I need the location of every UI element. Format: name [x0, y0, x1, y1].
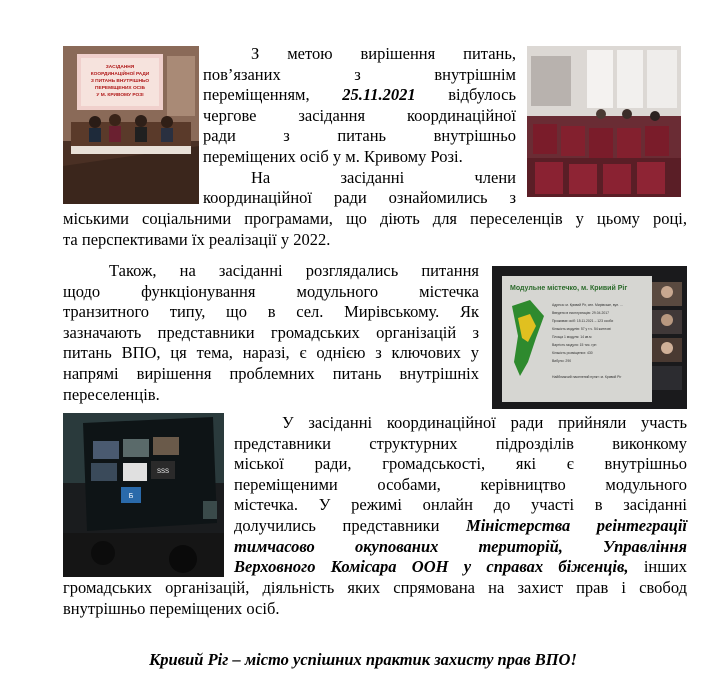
- p3-line-8: Верховного Комісара ООН у справах біженців, інших: [234, 557, 688, 577]
- p1-line-8: координаційної ради ознайомились з: [203, 188, 516, 208]
- ministry-name-3: Верховного Комісара ООН у справах біженців,: [234, 557, 629, 577]
- p3-line-3: міської ради, громадськості, які є внутрішньо: [234, 454, 687, 474]
- p1-line-9: міськими соціальними програмами, що діють для переселенців у цьому році,: [63, 209, 687, 228]
- photo-modular-town-slide-image: [492, 266, 687, 409]
- p1-line-7: На засіданні члени: [251, 167, 516, 187]
- photo-conference-hall-image: [527, 46, 681, 197]
- p1-line-10: та перспективами їх реалізації у 2022.: [63, 229, 331, 249]
- paragraph-3-continued: [63, 578, 687, 619]
- closing-slogan: Кривий Ріг – місто успішних практик захисту прав ВПО!: [149, 650, 577, 669]
- p1-line-1: З метою вирішення питань,: [251, 44, 516, 63]
- slide-title: Модульне містечко, м. Кривий Ріг: [510, 285, 628, 292]
- photo-meeting-room-image: [63, 46, 199, 204]
- photo-conference-hall: [527, 46, 681, 197]
- p2-line-2: щодо функціонування модульного містечка: [63, 281, 479, 301]
- p2-line-1: Також, на засіданні розглядались питання: [109, 261, 479, 280]
- photo-meeting-room: [63, 46, 199, 204]
- screen-line-3: З ПИТАНЬ ВНУТРІШНЬО: [90, 79, 150, 84]
- ministry-name-1: Міністерства реінтеграції: [466, 515, 687, 535]
- slide-line-4: Кількість модулів: 57 у т.ч. 54 житлові: [552, 327, 611, 331]
- p2-line-3: транзитного типу, що в сел. Мирівському. Як: [63, 302, 479, 322]
- slide-line-8: Вибуло: 290: [552, 359, 572, 363]
- ministry-name-2: тимчасово окупованих територій, Управління: [234, 536, 687, 556]
- tile-label-1: SSS: [156, 469, 170, 475]
- paragraph-1: [203, 44, 516, 209]
- paragraph-2: [63, 261, 479, 405]
- slide-line-6: Вартість модуля: 15 тис. грн: [552, 343, 597, 347]
- meeting-date: 25.11.2021: [342, 85, 416, 105]
- p1-line-5: ради з питань внутрішньо: [203, 126, 516, 146]
- p2-line-5: питань ВПО, ця тема, наразі, є однією з ключових у: [63, 343, 479, 363]
- screen-line-1: ЗАСІДАННЯ: [105, 65, 135, 70]
- screen-line-5: У М. КРИВОМУ РОЗІ: [96, 93, 144, 98]
- paragraph-1-continued: [63, 209, 687, 250]
- photo-video-conference: [63, 413, 224, 577]
- p3-line-7: [234, 537, 687, 558]
- screen-line-4: ПЕРЕМІЩЕНИХ ОСІБ: [95, 86, 145, 91]
- slide-line-1: Адреса: м. Кривий Ріг, сел. Мирівське, вул. ...: [552, 303, 623, 307]
- slide-line-3: Проживає осіб: 15.11.2021 – 123 особи: [552, 319, 614, 323]
- p3-line-10: внутрішньо переміщених осіб.: [63, 598, 280, 618]
- p3-line-9: громадських організацій, діяльність яких спрямована на захист прав і свобод: [63, 578, 687, 597]
- tile-label-2: Б: [128, 493, 134, 500]
- p3-line-2: представники структурних підрозділів виконкому: [234, 433, 687, 453]
- screen-line-2: КООРДИНАЦІЙНОЇ РАДИ: [90, 72, 150, 77]
- p1-line-6: переміщених осіб у м. Кривому Розі.: [203, 146, 463, 166]
- p1-line-2: пов’язаних з внутрішнім: [203, 64, 516, 84]
- photo-video-conference-image: [63, 413, 224, 577]
- p3-line-4: переміщеними особами, керівництво модульного: [234, 474, 687, 494]
- p1-line-3: переміщенням, 25.11.2021 відбулось: [203, 85, 517, 105]
- paragraph-3: [234, 413, 687, 578]
- slide-line-5: Площа 1 модуля: 14 кв.м: [552, 335, 592, 339]
- p2-line-7: переселенців.: [63, 384, 160, 404]
- slide-line-7: Кількість розміщених: 430: [552, 351, 593, 355]
- slide-line-9: Найближчий населений пункт: м. Кривий Ріг: [552, 375, 622, 379]
- p2-line-4: зазначають представники громадських організацій з: [63, 322, 479, 342]
- p3-line-5: містечка. У режимі онлайн до участі в засіданні: [234, 495, 687, 515]
- photo-modular-town-slide: [492, 266, 687, 409]
- p2-line-6: напрямі вирішення проблемних питань внутрішніх: [63, 363, 479, 383]
- p1-line-4: чергове засідання координаційної: [203, 105, 516, 125]
- slide-line-2: Введено в експлуатацію: 29.04.2017: [552, 311, 610, 315]
- p3-line-1: У засіданні координаційної ради прийняли участь: [282, 413, 687, 432]
- p3-line-6: долучились представники Міністерства реінтеграції: [234, 515, 687, 535]
